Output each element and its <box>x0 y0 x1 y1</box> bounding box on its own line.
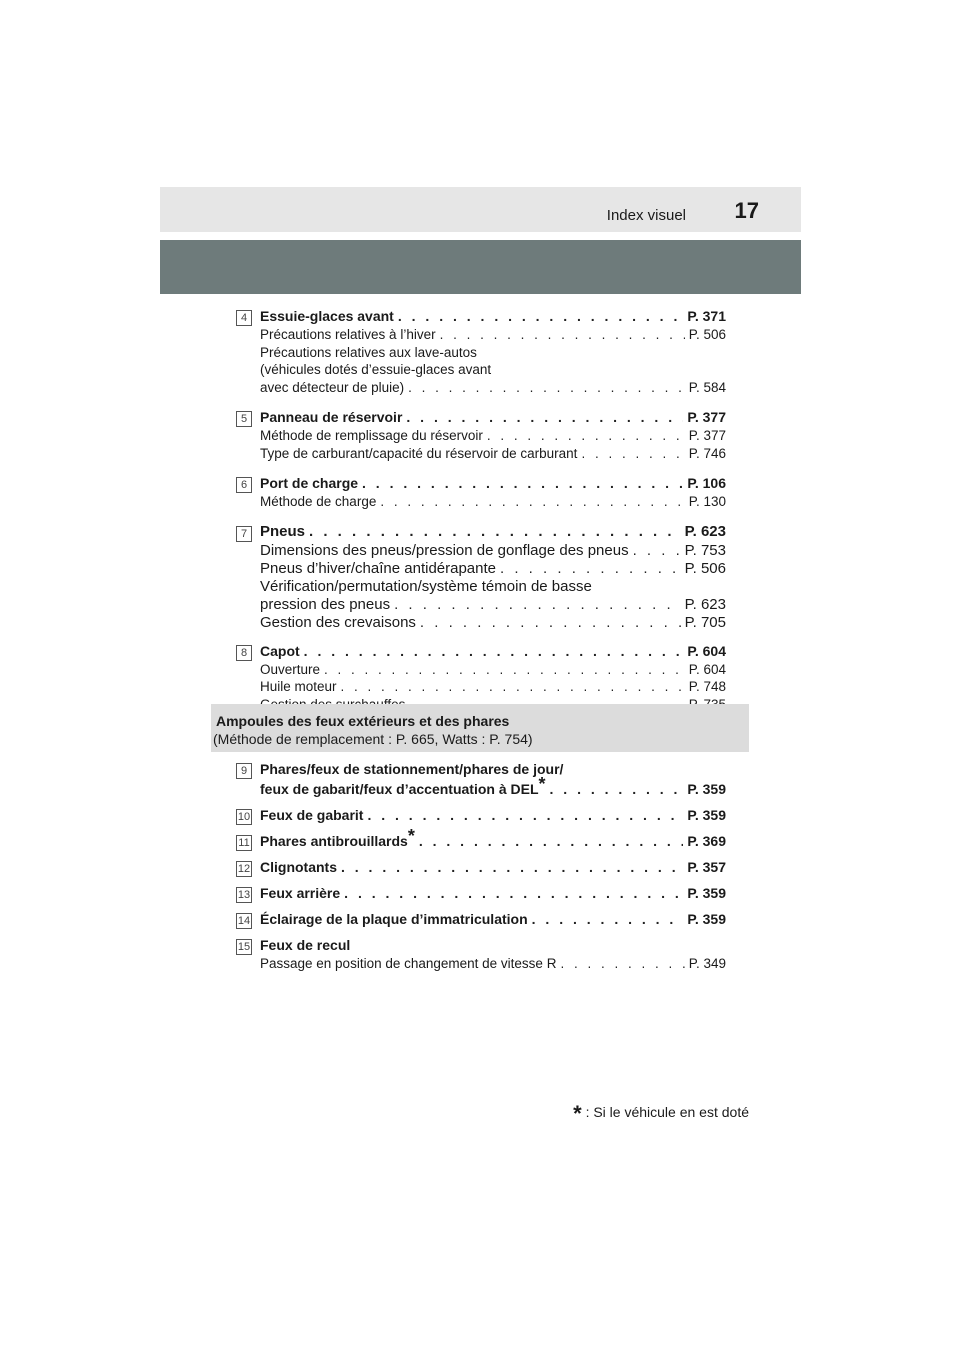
entry-label: Phares antibrouillards <box>260 833 408 849</box>
item-number-badge: 12 <box>237 863 251 875</box>
page-header <box>160 187 801 232</box>
page-ref: P. 349 <box>688 956 726 971</box>
item-number-badge: 13 <box>237 889 251 901</box>
sub-line: pression des pneus . . . P. 623 <box>260 596 726 614</box>
index-section-2 <box>236 759 726 973</box>
item-number-badge: 8 <box>236 645 252 661</box>
page-ref: P. 359 <box>687 885 726 901</box>
entry-headlights <box>236 759 726 799</box>
entry-label: Clignotants <box>260 859 337 875</box>
entry-main-line <box>260 407 726 427</box>
entry-wipers <box>236 306 726 396</box>
page-ref: P. 371 <box>687 308 726 324</box>
page-ref: P. 746 <box>688 445 726 461</box>
footnote <box>573 1097 749 1126</box>
sub-line: Méthode de charge . . . P. 130 <box>260 493 726 511</box>
entry-main-line <box>260 883 726 903</box>
page-ref: P. 369 <box>687 833 726 849</box>
page-ref: P. 377 <box>688 428 726 443</box>
page-ref: P. 748 <box>688 679 726 694</box>
entry-backup-lights <box>236 935 726 973</box>
entry-hood <box>236 641 726 714</box>
entry-main-line <box>260 826 726 851</box>
page-ref: P. 130 <box>688 494 726 509</box>
page-ref: P. 506 <box>684 559 726 577</box>
entry-main-line <box>260 805 726 825</box>
entry-label: Feux de gabarit <box>260 807 364 823</box>
sub-line: Précautions relatives aux lave-autos <box>260 344 477 360</box>
asterisk-icon: * <box>407 826 415 847</box>
entry-tires <box>236 522 726 632</box>
entry-label: Port de charge <box>260 475 359 491</box>
bulbs-section-box <box>211 704 749 752</box>
page-ref: P. 359 <box>687 781 726 797</box>
item-number-badge: 14 <box>237 915 251 927</box>
item-number-badge: 10 <box>237 811 251 823</box>
page-ref: P. 357 <box>687 859 726 875</box>
entry-label: feux de gabarit/feux d’accentuation à DEL <box>260 781 539 797</box>
sub-line: Passage en position de changement de vitesse R . . . P. 349 <box>260 955 726 973</box>
header-title: Index visuel <box>606 207 686 224</box>
entry-main-line: Phares/feux de stationnement/phares de jour/ <box>260 761 564 777</box>
page-ref: P. 106 <box>687 475 726 491</box>
entry-main-line <box>260 522 726 542</box>
entry-label: Panneau de réservoir <box>260 409 403 425</box>
entry-main-line <box>260 857 726 877</box>
page-ref: P. 753 <box>684 541 726 559</box>
sub-line: avec détecteur de pluie) . . . P. 584 <box>260 379 726 397</box>
sub-line: Gestion des crevaisons . . . P. 705 <box>260 614 726 632</box>
entry-main-line <box>260 909 726 929</box>
index-section-1 <box>236 306 726 713</box>
sub-line: Type de carburant/capacité du réservoir de carburant . . . P. 746 <box>260 445 726 463</box>
asterisk-icon: * <box>538 774 546 795</box>
sub-line: Ouverture . . . P. 604 <box>260 661 726 679</box>
page-ref: P. 377 <box>687 409 726 425</box>
entry-main-line <box>260 306 726 326</box>
entry-label: Essuie-glaces avant <box>260 308 394 324</box>
footnote-text: : Si le véhicule en est doté <box>585 1104 749 1120</box>
sub-line: (véhicules dotés d’essuie-glaces avant <box>260 362 492 377</box>
entry-label: Éclairage de la plaque d’immatriculation <box>260 911 528 927</box>
entry-label: Pneus <box>260 522 306 540</box>
sub-line: Dimensions des pneus/pression de gonflage des pneus . . . P. 753 <box>260 542 726 560</box>
entry-charge-port <box>236 473 726 511</box>
entry-clearance-lights <box>236 805 726 825</box>
item-number-badge: 6 <box>236 477 252 493</box>
page-number: 17 <box>734 198 759 223</box>
entry-main-line <box>260 774 726 799</box>
sub-line: Huile moteur . . . P. 748 <box>260 678 726 696</box>
bulbs-section-title: Ampoules des feux extérieurs et des phares <box>216 713 510 729</box>
page-ref: P. 506 <box>688 327 726 342</box>
entry-label: Capot <box>260 642 300 659</box>
sub-line: Méthode de remplissage du réservoir . . . P. 377 <box>260 427 726 445</box>
sub-line: Vérification/permutation/système témoin de basse <box>260 577 592 595</box>
page-ref: P. 359 <box>687 911 726 927</box>
item-number-badge: 4 <box>236 310 252 326</box>
bulbs-section-subtitle: (Méthode de remplacement : P. 665, Watts : P. 754) <box>213 731 533 747</box>
item-number-badge: 7 <box>236 526 252 542</box>
asterisk-icon: * <box>573 1101 582 1126</box>
entry-tail-lights <box>236 883 726 903</box>
page-ref: P. 623 <box>684 595 726 613</box>
entry-main-line <box>260 473 726 493</box>
entry-fog-lights <box>236 826 726 851</box>
page-ref: P. 705 <box>684 613 726 631</box>
item-number-badge: 9 <box>236 763 252 779</box>
entry-label: Feux arrière <box>260 885 341 901</box>
page-ref: P. 604 <box>688 661 726 677</box>
entry-turn-signals <box>236 857 726 877</box>
item-number-badge: 5 <box>236 411 252 427</box>
sub-line: Précautions relatives à l’hiver . . . P. 506 <box>260 326 726 344</box>
page-ref: P. 584 <box>688 379 726 395</box>
entry-main-line: Feux de recul <box>260 937 351 953</box>
header-band <box>160 240 801 294</box>
page-ref: P. 623 <box>684 522 726 540</box>
item-number-badge: 11 <box>236 835 252 851</box>
sub-line: Pneus d’hiver/chaîne antidérapante . . . P. 506 <box>260 560 726 578</box>
page-ref: P. 604 <box>687 642 726 659</box>
entry-main-line <box>260 641 726 661</box>
item-number-badge: 15 <box>237 941 251 953</box>
entry-fuel-door <box>236 407 726 462</box>
page-ref: P. 359 <box>687 807 726 823</box>
entry-license-plate-light <box>236 909 726 929</box>
